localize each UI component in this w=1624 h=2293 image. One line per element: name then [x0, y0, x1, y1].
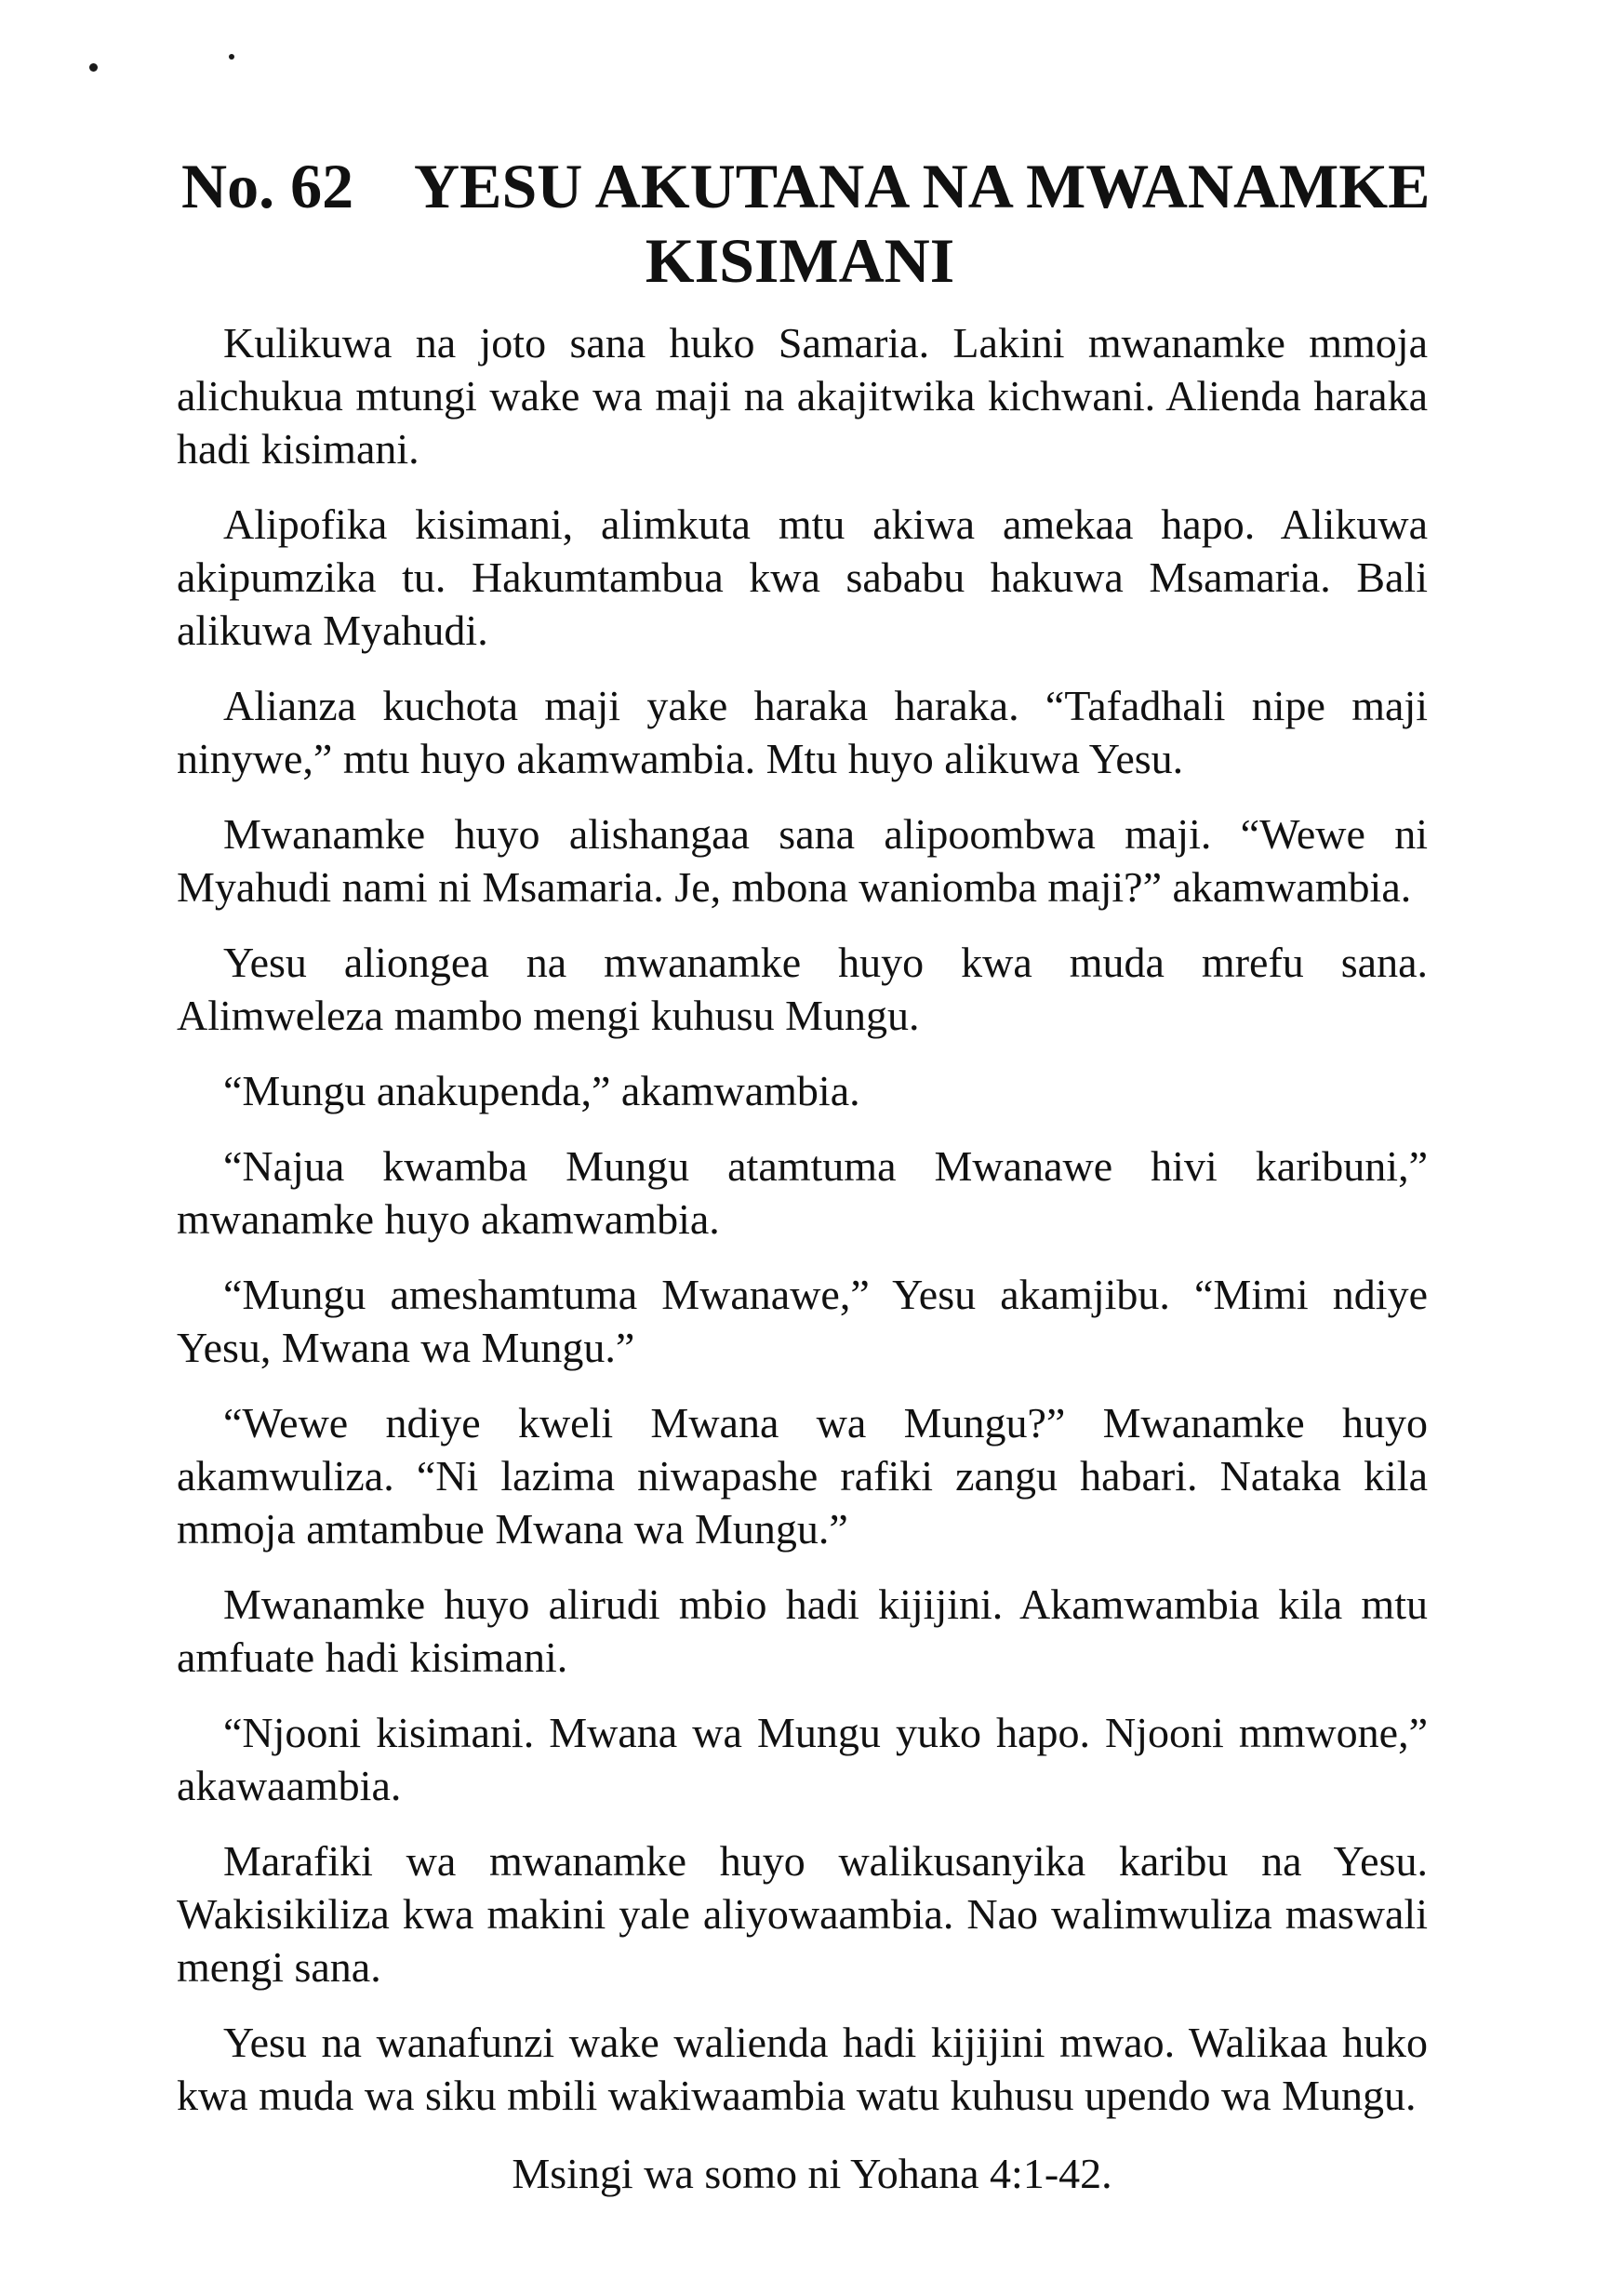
title-line-1	[177, 149, 1460, 223]
paragraph: Yesu na wanafunzi wake walienda hadi kijijini mwao. Walikaa huko kwa muda wa siku mbili wakiwaambia watu kuhusu upendo wa Mungu.	[177, 2019, 1428, 2119]
title-text-line-2: KISIMANI	[645, 225, 955, 296]
paragraph: Mwanamke huyo alishangaa sana alipoombwa maji. “Wewe ni Myahudi nami ni Msamaria. Je, mbona waniomba maji?” akamwambia.	[177, 810, 1428, 911]
paragraph: “Najua kwamba Mungu atamtuma Mwanawe hivi karibuni,” mwanamke huyo akamwambia.	[177, 1142, 1428, 1243]
paragraph: Alipofika kisimani, alimkuta mtu akiwa amekaa hapo. Alikuwa akipumzika tu. Hakumtambua kwa sababu hakuwa Msamaria. Bali alikuwa Myahudi.	[177, 500, 1428, 654]
paragraph: “Mungu anakupenda,” akamwambia.	[223, 1067, 860, 1114]
title-text-line-1: YESU AKUTANA NA MWANAMKE	[414, 151, 1431, 221]
scan-speck	[89, 63, 98, 72]
paragraph: Kulikuwa na joto sana huko Samaria. Lakini mwanamke mmoja alichukua mtungi wake wa maji na akajitwika kichwani. Alienda haraka hadi kisimani.	[177, 319, 1428, 473]
story-title	[177, 149, 1460, 298]
paragraph: Alianza kuchota maji yake haraka haraka. “Tafadhali nipe maji ninywe,” mtu huyo akamwambia. Mtu huyo alikuwa Yesu.	[177, 682, 1428, 782]
paragraph: Yesu aliongea na mwanamke huyo kwa muda mrefu sana. Alimweleza mambo mengi kuhusu Mungu.	[177, 939, 1428, 1039]
paragraph: “Njooni kisimani. Mwana wa Mungu yuko hapo. Njooni mmwone,” akawaambia.	[177, 1709, 1428, 1809]
paragraph: Mwanamke huyo alirudi mbio hadi kijijini. Akamwambia kila mtu amfuate hadi kisimani.	[177, 1580, 1428, 1681]
scripture-reference: Msingi wa somo ni Yohana 4:1-42.	[512, 2150, 1112, 2197]
paragraph: “Mungu ameshamtuma Mwanawe,” Yesu akamjibu. “Mimi ndiye Yesu, Mwana wa Mungu.”	[177, 1271, 1428, 1371]
paragraph: “Wewe ndiye kweli Mwana wa Mungu?” Mwanamke huyo akamwuliza. “Ni lazima niwapashe rafiki zangu habari. Nataka kila mmoja amtambue Mwana wa Mungu.”	[177, 1399, 1428, 1553]
story-body	[177, 316, 1428, 2144]
story-number: No. 62	[181, 151, 354, 221]
scan-speck	[229, 54, 234, 60]
paragraph: Marafiki wa mwanamke huyo walikusanyika karibu na Yesu. Wakisikiliza kwa makini yale aliyowaambia. Nao walimwuliza maswali mengi sana.	[177, 1837, 1428, 1991]
